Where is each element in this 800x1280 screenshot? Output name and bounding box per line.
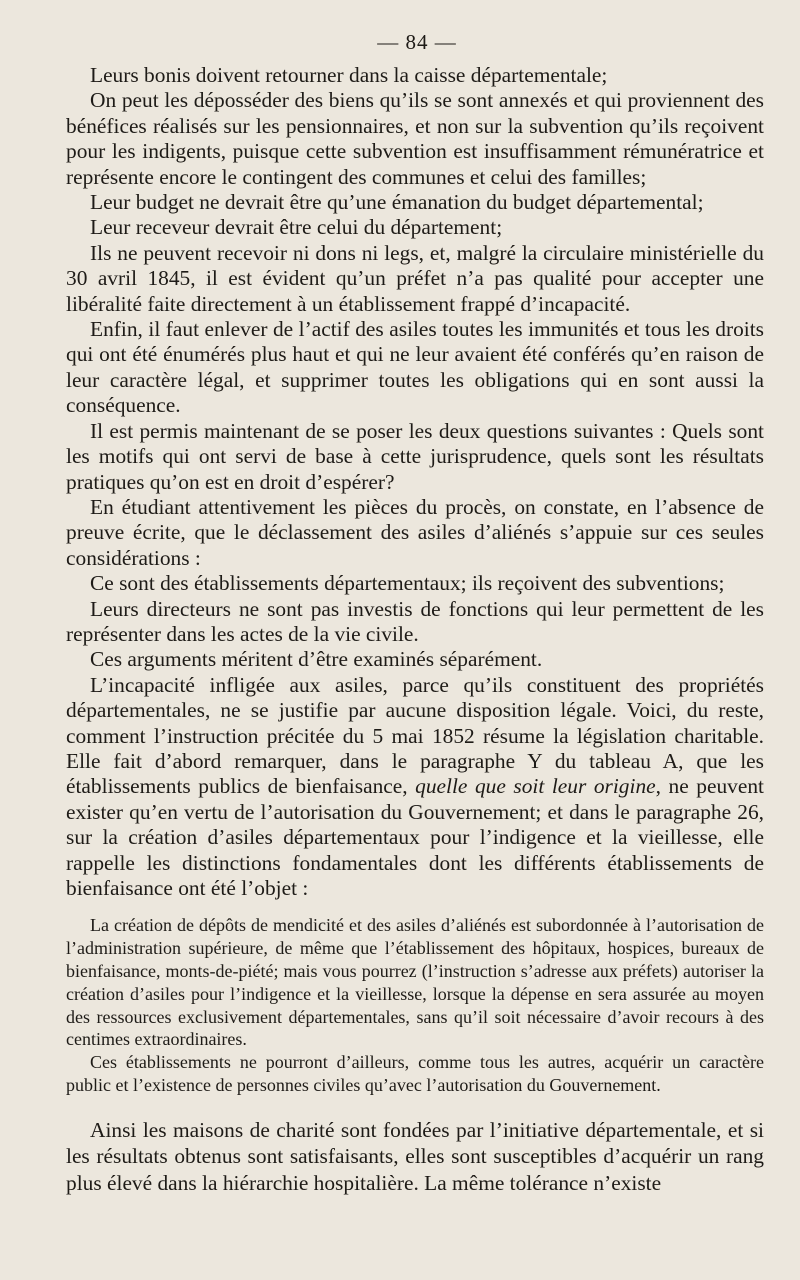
body-text <box>66 63 764 901</box>
paragraph: Il est permis maintenant de se poser les deux questions suivantes : Quels sont les motifs qui ont servi de base à cette jurisprudence, quels sont les résultats pratiques qu’on est en droit d’espérer? <box>66 418 764 494</box>
quoted-instruction <box>66 914 764 1096</box>
closing-text <box>66 1117 764 1197</box>
paragraph: Leur receveur devrait être celui du département; <box>90 215 503 240</box>
italic-phrase: quelle que soit leur origine <box>415 774 656 799</box>
paragraph: Ainsi les maisons de charité sont fondées par l’initiative départementale, et si les résultats obtenus sont satisfaisants, elles sont susceptibles d’acquérir un rang plus élevé dans la hiérarchie hospitalière. La même tolérance n’existe <box>66 1117 764 1195</box>
paragraph: Leurs directeurs ne sont pas investis de fonctions qui leur permettent de les représenter dans les actes de la vie civile. <box>66 596 764 646</box>
paragraph: Ils ne peuvent recevoir ni dons ni legs, et, malgré la circulaire ministérielle du 30 avril 1845, il est évident qu’un préfet n’a pas qualité pour accepter une libéralité faite directement à un établissement frappé d’incapacité. <box>66 240 764 316</box>
page-number: — 84 — <box>377 30 457 54</box>
paragraph: En étudiant attentivement les pièces du procès, on constate, en l’absence de preuve écrite, que le déclassement des asiles d’aliénés s’appuie sur ces seules considérations : <box>66 494 764 570</box>
text-segment: , ne peuvent exister qu’en vertu de l’autorisation du Gouvernement; et dans le paragraphe 26, sur la création d’asiles départementaux pour l’indigence et la vieillesse, elle rappelle les distinctions fondamentales dont les différents établissements de bienfaisance ont été l’objet : <box>66 774 764 900</box>
text-segment: L’incapacité infligée aux asiles, parce qu’ils constituent des propriétés départementales, ne se justifie par aucune disposition légale. Voici, du reste, comment l’instruction précitée du 5 mai 1852 résume la législation charitable. Elle fait d’abord remarquer, dans le paragraphe Y du tableau A, que les établissements publics de bienfaisance, <box>66 672 764 799</box>
paragraph: Leurs bonis doivent retourner dans la caisse départementale; <box>90 63 608 87</box>
paragraph: Ce sont des établissements départementaux; ils reçoivent des subventions; <box>90 571 725 596</box>
paragraph: Leur budget ne devrait être qu’une émanation du budget départemental; <box>90 190 704 215</box>
paragraph: Ces arguments méritent d’être examinés séparément. <box>90 647 543 672</box>
paragraph-with-italic <box>66 673 764 902</box>
paragraph: Enfin, il faut enlever de l’actif des asiles toutes les immunités et tous les droits qui ont été énumérés plus haut et qui ne leur avaient été conférés qu’en raison de leur caractère légal, et supprimer toutes les obligations qui en sont aussi la conséquence. <box>66 317 764 418</box>
quote-paragraph: Ces établissements ne pourront d’ailleurs, comme tous les autres, acquérir un caractère public et l’existence de personnes civiles qu’avec l’autorisation du Gouvernement. <box>66 1052 764 1095</box>
quote-paragraph: La création de dépôts de mendicité et des asiles d’aliénés est subordonnée à l’autorisation de l’administration supérieure, de même que l’établissement des hôpitaux, hospices, bureaux de bienfaisance, monts-de-piété; mais vous pourrez (l’instruction s’adresse aux préfets) autoriser la création d’asiles pour l’indigence et la vieillesse, lorsque la dépense en sera assurée au moyen des ressources exclusivement départementales, sans qu’il soit nécessaire d’avoir recours à des centimes extraordinaires. <box>66 915 764 1050</box>
paragraph: On peut les déposséder des biens qu’ils se sont annexés et qui proviennent des bénéfices réalisés sur les pensionnaires, et non sur la subvention qu’ils reçoivent pour les indigents, puisque cette subvention est insuffisamment rémunératrice et représente encore le contingent des communes et celui des familles; <box>66 88 764 189</box>
